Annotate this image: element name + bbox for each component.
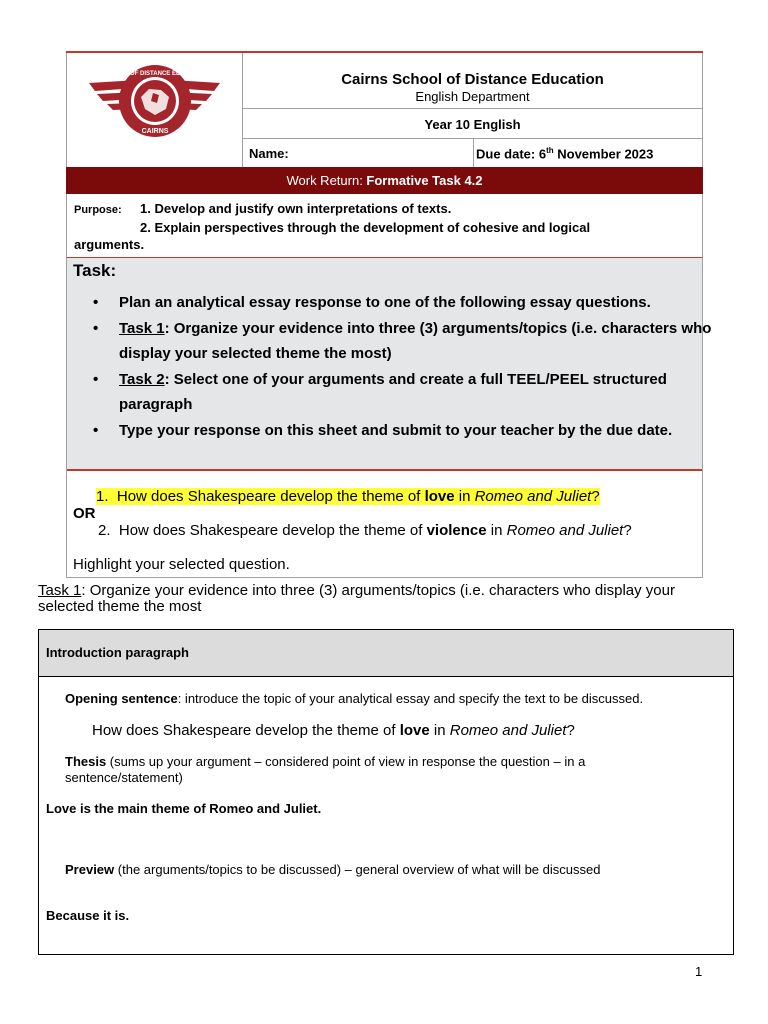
q1-end: ? (591, 488, 600, 505)
task2-text: : Select one of your arguments and create a full TEEL/PEEL structured paragraph (119, 370, 667, 413)
q2-bold: violence (426, 522, 487, 539)
purpose-line2: 2. Explain perspectives through the development of cohesive and logical (140, 220, 591, 235)
q1-mid: in (454, 488, 475, 505)
purpose-block (74, 200, 694, 253)
purpose-line3: arguments. (74, 237, 145, 252)
work-return-banner (66, 167, 703, 194)
banner-prefix: Work Return: (286, 173, 367, 188)
list-item (119, 367, 741, 418)
preview-answer: Because it is. (46, 908, 130, 923)
thesis-label: Thesis (65, 754, 107, 769)
task2-label: Task 2 (119, 370, 165, 388)
q2-number: 2. (98, 522, 111, 539)
introduction-heading: Introduction paragraph (46, 645, 189, 660)
task-heading: Task: (73, 261, 117, 280)
introduction-box (38, 629, 734, 955)
selected-question-end: ? (566, 722, 575, 739)
q1-bold: love (424, 488, 455, 505)
or-label: OR (73, 505, 96, 522)
list-item: • Type your response on this sheet and submit to your teacher by the due date. (119, 418, 741, 444)
page-number: 1 (695, 964, 703, 979)
school-logo (67, 53, 242, 167)
q1-prefix: How does Shakespeare develop the theme of (116, 488, 425, 505)
selected-question (92, 722, 575, 739)
preview-label: Preview (65, 862, 115, 877)
logo-cell (67, 53, 243, 167)
department: English Department (415, 89, 530, 104)
task1-label: Task 1 (119, 319, 165, 337)
logo-text-bottom: CAIRNS (141, 128, 169, 135)
school-name: Cairns School of Distance Education (341, 71, 604, 88)
q2-end: ? (623, 522, 632, 539)
opening-text: : introduce the topic of your analytical essay and specify the text to be discussed. (177, 691, 644, 706)
due-sup: th (546, 146, 554, 155)
thesis-text: (sums up your argument – considered point of view in response the question – in a sentence/statement) (65, 754, 586, 785)
q2-prefix: How does Shakespeare develop the theme of (118, 522, 427, 539)
preview-text: (the arguments/topics to be discussed) – general overview of what will be discussed (114, 862, 601, 877)
task1-line-label: Task 1 (38, 582, 82, 599)
task1-text: : Organize your evidence into three (3) arguments/topics (i.e. characters who display your selected theme the most) (119, 319, 712, 362)
task1-instruction (38, 583, 728, 615)
q1-italic: Romeo and Juliet (474, 488, 592, 505)
question-1 (96, 488, 600, 505)
q1-number: 1. (96, 488, 109, 505)
thesis-answer: Love is the main theme of Romeo and Juliet. (46, 801, 322, 816)
opening-sentence (65, 691, 725, 706)
logo-text-top: SCHOOL OF DISTANCE EDUCATION (102, 71, 208, 77)
highlight-instruction: Highlight your selected question. (73, 556, 290, 573)
q2-mid: in (486, 522, 507, 539)
due-label: Due date: 6 (476, 146, 547, 162)
selected-question-prefix: How does Shakespeare develop the theme of (92, 722, 400, 739)
course-title: Year 10 English (424, 117, 521, 132)
list-item (119, 316, 741, 367)
divider (243, 108, 702, 109)
task-area-bottom-rule (67, 469, 702, 471)
due-date (476, 146, 653, 161)
task-list (73, 290, 741, 443)
divider (473, 138, 474, 167)
list-item: • Plan an analytical essay response to one of the following essay questions. (119, 290, 741, 316)
purpose-label: Purpose: (74, 204, 122, 216)
task1-line-text: : Organize your evidence into three (3) arguments/topics (i.e. characters who display your selected theme the most (38, 582, 675, 615)
q2-italic: Romeo and Juliet (506, 522, 624, 539)
opening-label: Opening sentence (65, 691, 178, 706)
due-rest: November 2023 (553, 146, 654, 162)
selected-question-bold: love (399, 722, 430, 739)
selected-question-italic: Romeo and Juliet (449, 722, 567, 739)
purpose-line1: 1. Develop and justify own interpretations of texts. (140, 201, 452, 216)
thesis-instruction (65, 754, 705, 786)
preview-instruction (65, 862, 725, 877)
name-label: Name: (249, 146, 289, 161)
question-2 (98, 522, 632, 539)
selected-question-mid: in (429, 722, 450, 739)
banner-title: Formative Task 4.2 (366, 173, 483, 188)
